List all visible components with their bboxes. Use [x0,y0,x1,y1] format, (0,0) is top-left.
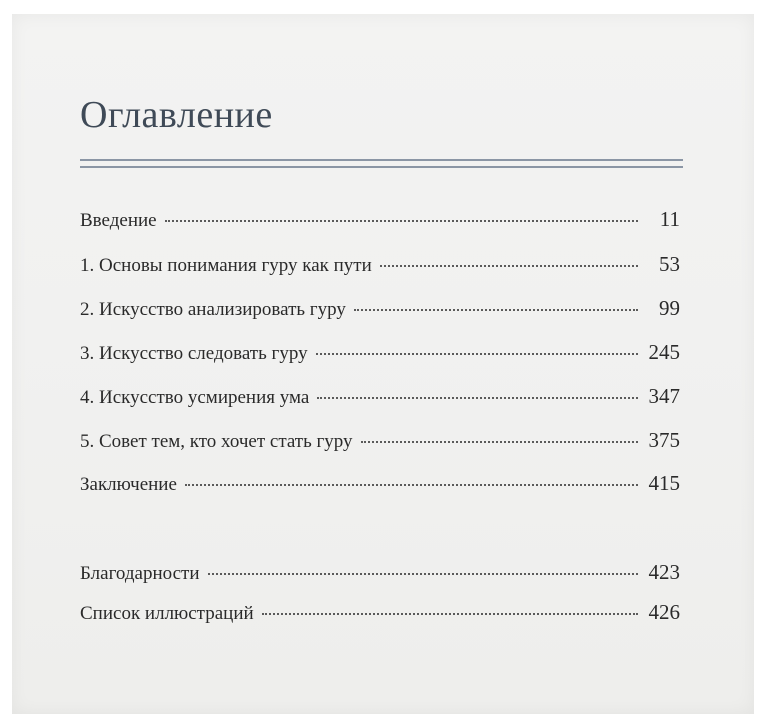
toc-entry-label: Благодарности [80,563,200,584]
toc-leader-dots [317,397,638,399]
toc-entry-label: 5. Совет тем, кто хочет стать гуру [80,431,353,452]
toc-entry[interactable] [80,471,680,496]
toc-leader-dots [185,484,638,486]
toc-leader-dots [262,613,638,615]
toc-entry[interactable] [80,340,680,365]
toc-leader-dots [380,265,638,267]
toc-entry-label: 3. Искусство следовать гуру [80,343,308,364]
toc-entry[interactable] [80,600,680,625]
toc-entry[interactable] [80,252,680,277]
title-rule-top [80,159,683,161]
toc-entry-label: 4. Искусство усмирения ума [80,387,310,408]
toc-entry[interactable] [80,207,680,232]
toc-entry-page: 99 [659,296,680,320]
toc-entry-label: Заключение [80,474,177,495]
toc-entry-page: 375 [648,428,680,452]
toc-entry-page: 347 [648,384,680,408]
toc-entry[interactable] [80,560,680,585]
toc-entry-page: 415 [648,471,680,495]
toc-entry-page: 53 [659,252,680,276]
toc-leader-dots [208,573,639,575]
toc-entry[interactable] [80,296,680,321]
toc-entry[interactable] [80,384,680,409]
toc-leader-dots [361,441,638,443]
page-title: Оглавление [80,94,273,136]
title-rule-bottom [80,166,683,168]
toc-entry-label: Введение [80,210,157,231]
toc-leader-dots [316,353,638,355]
toc-leader-dots [354,309,638,311]
toc-entry-page: 423 [648,560,680,584]
toc-entry-page: 426 [648,600,680,624]
toc-entry[interactable] [80,428,680,453]
toc-entry-label: Список иллюстраций [80,603,254,624]
toc-entry-page: 11 [659,207,680,231]
toc-leader-dots [165,220,638,222]
toc-entry-page: 245 [648,340,680,364]
toc-entry-label: 1. Основы понимания гуру как пути [80,255,372,276]
toc-entry-label: 2. Искусство анализировать гуру [80,299,346,320]
